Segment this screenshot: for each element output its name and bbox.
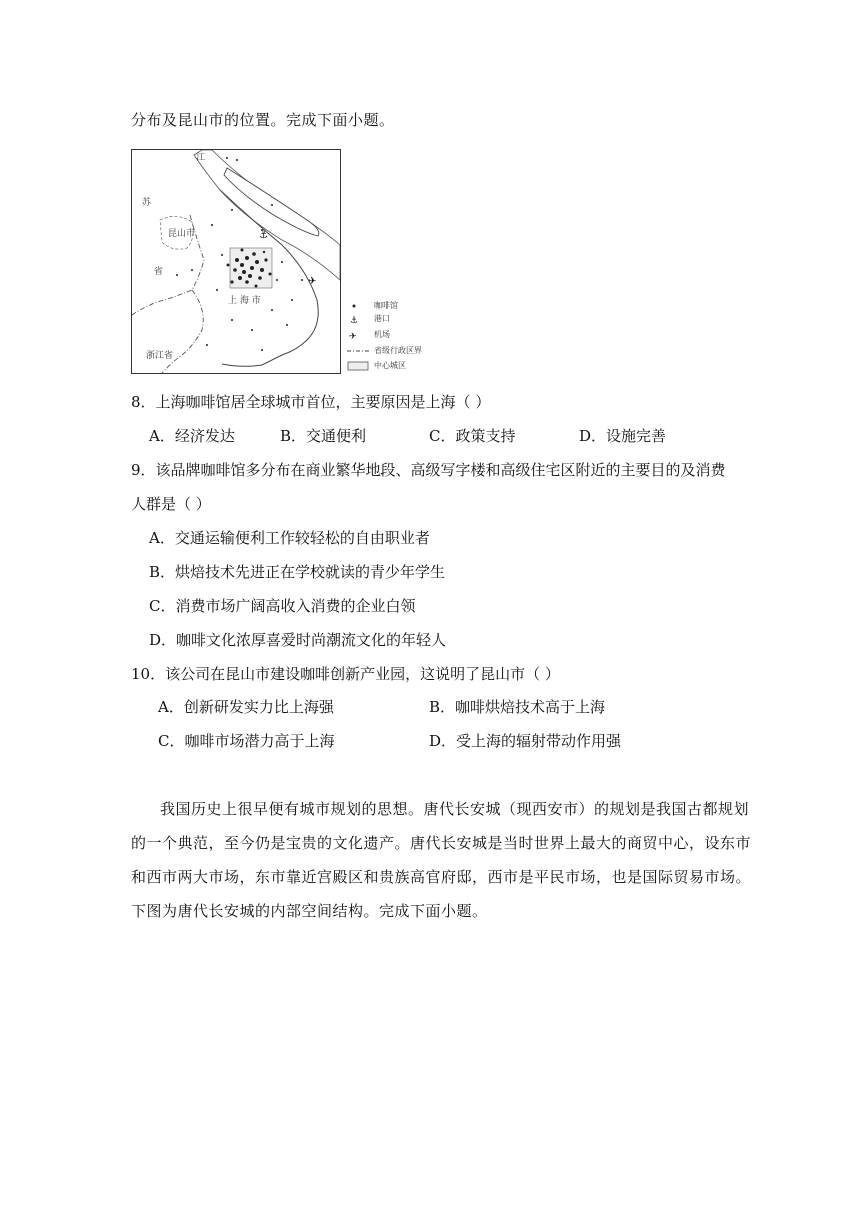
passage-line-2: 的一个典范，至今仍是宝贵的文化遗产。唐代长安城是当时世界上最大的商贸中心，设东市 [131, 834, 752, 852]
svg-text:✈: ✈ [349, 332, 357, 341]
label-su: 苏 [142, 198, 152, 208]
legend-item-coffee: 咖啡馆 [346, 300, 446, 312]
q8-option-a: A．经济发达 [149, 427, 235, 445]
q8-option-b: B．交通便利 [280, 427, 367, 445]
q9-option-b: B．烘焙技术先进正在学校就读的青少年学生 [149, 563, 446, 581]
legend-item-boundary: 省级行政区界 [346, 345, 446, 357]
airplane-icon [346, 329, 372, 341]
anchor-icon [346, 313, 372, 325]
label-zhejiang: 浙江省 [146, 351, 174, 361]
q8-stem: 8．上海咖啡馆居全球城市首位，主要原因是上海（ ） [131, 393, 491, 411]
q10-option-d: D．受上海的辐射带动作用强 [429, 732, 622, 750]
shanghai-coffee-map [131, 149, 341, 374]
q10-option-b: B．咖啡烘焙技术高于上海 [429, 698, 606, 716]
label-kunshan: 昆山市 [168, 229, 196, 239]
passage-line-4: 下图为唐代长安城的内部空间结构。完成下面小题。 [131, 902, 488, 920]
airport-icon: ✈ [308, 276, 317, 287]
q9-option-c: C．消费市场广阔高收入消费的企业白领 [149, 597, 416, 615]
label-shanghai: 上 海 市 [228, 296, 261, 306]
map-drawing [132, 150, 340, 373]
q9-stem-line2: 人群是（ ） [131, 495, 211, 513]
q10-stem: 10．该公司在昆山市建设咖啡创新产业园，这说明了昆山市（ ） [131, 665, 560, 683]
passage-line-3: 和西市两大市场，东市靠近宫殿区和贵族高官府邸，西市是平民市场，也是国际贸易市场。 [131, 868, 752, 886]
svg-text:⚓: ⚓ [350, 316, 359, 325]
q9-stem-line1: 9．该品牌咖啡馆多分布在商业繁华地段、高级写字楼和高级住宅区附近的主要目的及消费 [131, 461, 726, 479]
q10-option-a: A．创新研发实力比上海强 [158, 698, 334, 716]
q10-option-c: C．咖啡市场潜力高于上海 [158, 732, 335, 750]
rectangle-icon [346, 360, 372, 372]
legend-item-port: ⚓ 港口 [346, 313, 446, 325]
label-sheng: 省 [154, 267, 164, 277]
q9-option-a: A．交通运输便利工作较轻松的自由职业者 [149, 529, 430, 547]
intro-text: 分布及昆山市的位置。完成下面小题。 [131, 111, 395, 129]
q8-option-c: C．政策支持 [429, 427, 516, 445]
legend-item-urban: 中心城区 [346, 360, 446, 372]
port-icon: ⚓ [259, 230, 268, 241]
dot-icon [346, 300, 372, 312]
dash-dot-line-icon [346, 345, 372, 357]
legend-item-airport: ✈ 机场 [346, 329, 446, 341]
q9-option-d: D．咖啡文化浓厚喜爱时尚潮流文化的年轻人 [149, 631, 447, 649]
q8-option-d: D．设施完善 [579, 427, 667, 445]
label-jiang: 江 [196, 153, 206, 163]
passage-line-1: 我国历史上很早便有城市规划的思想。唐代长安城（现西安市）的规划是我国古都规划 [160, 800, 750, 818]
